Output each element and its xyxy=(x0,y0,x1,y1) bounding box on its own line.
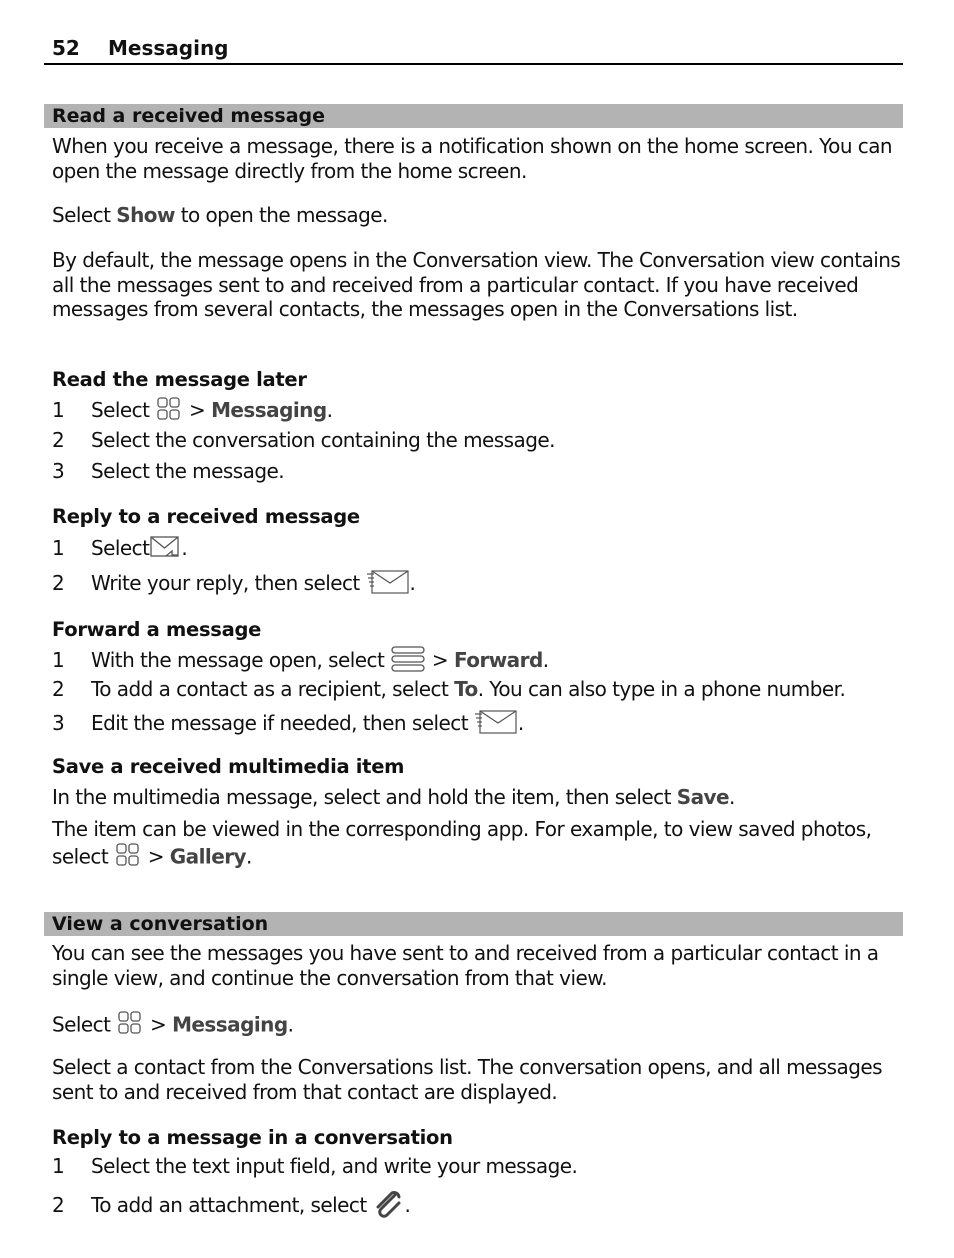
page-header xyxy=(44,36,903,65)
save-option: Save xyxy=(676,785,730,809)
section-heading-view-conversation: View a conversation xyxy=(44,912,903,936)
subheading-read-later: Read the message later xyxy=(52,368,307,391)
step-forward-1: 1 With the message open, select > Forward. xyxy=(52,645,912,678)
to-option: To xyxy=(454,677,478,701)
send-message-icon xyxy=(474,708,518,741)
menu-grid-icon xyxy=(116,1010,144,1042)
subheading-forward: Forward a message xyxy=(52,618,262,641)
intro-paragraph: When you receive a message, there is a notification shown on the home screen. You can open the message directly from the home screen. xyxy=(52,134,893,183)
select-messaging-paragraph: Select > Messaging. xyxy=(52,1010,902,1042)
menu-grid-icon xyxy=(114,842,142,874)
step-read-later-1: 1 Select > Messaging. xyxy=(52,396,912,427)
send-message-icon xyxy=(366,568,410,601)
options-list-icon xyxy=(390,645,426,678)
step-reply-1: 1 Select . xyxy=(52,534,912,565)
subheading-save-multimedia: Save a received multimedia item xyxy=(52,755,405,778)
select-contact-paragraph: Select a contact from the Conversations list. The conversation opens, and all messages sent to and received from that contact are displayed. xyxy=(52,1055,882,1104)
section-heading-read-received: Read a received message xyxy=(44,104,903,128)
paperclip-icon xyxy=(372,1189,404,1224)
show-option: Show xyxy=(116,203,175,227)
step-reply-2: 2 Write your reply, then select . xyxy=(52,568,912,601)
save-paragraph-2: The item can be viewed in the corresponding app. For example, to view saved photos, select > Gallery. xyxy=(52,817,902,873)
conversation-intro-paragraph: You can see the messages you have sent to and received from a particular contact in a single view, and continue the conversation from that view. xyxy=(52,941,879,990)
subheading-reply-received: Reply to a received message xyxy=(52,505,360,528)
step-read-later-2: 2 Select the conversation containing the message. xyxy=(52,428,555,452)
chapter-title: Messaging xyxy=(108,36,229,60)
default-view-paragraph: By default, the message opens in the Conversation view. The Conversation view contains all the messages sent to and received from a particular contact. If you have received messages from several contacts, the messages open in the Conversations list. xyxy=(52,248,901,321)
messaging-option: Messaging xyxy=(172,1012,288,1037)
page-number: 52 xyxy=(52,36,80,60)
step-reply-conv-2: 2 To add an attachment, select . xyxy=(52,1189,912,1224)
step-reply-conv-1: 1 Select the text input field, and write your message. xyxy=(52,1154,578,1178)
step-forward-2: 2 To add a contact as a recipient, select To. You can also type in a phone number. xyxy=(52,677,846,701)
gallery-option: Gallery xyxy=(169,843,247,868)
save-paragraph-1: In the multimedia message, select and hold the item, then select Save. xyxy=(52,785,735,809)
subheading-reply-conversation: Reply to a message in a conversation xyxy=(52,1126,453,1149)
step-forward-3: 3 Edit the message if needed, then select . xyxy=(52,708,912,741)
reply-envelope-icon xyxy=(149,534,181,565)
step-read-later-3: 3 Select the message. xyxy=(52,459,285,483)
select-show-paragraph: Select Show to open the message. xyxy=(52,203,388,227)
menu-grid-icon xyxy=(155,396,183,427)
